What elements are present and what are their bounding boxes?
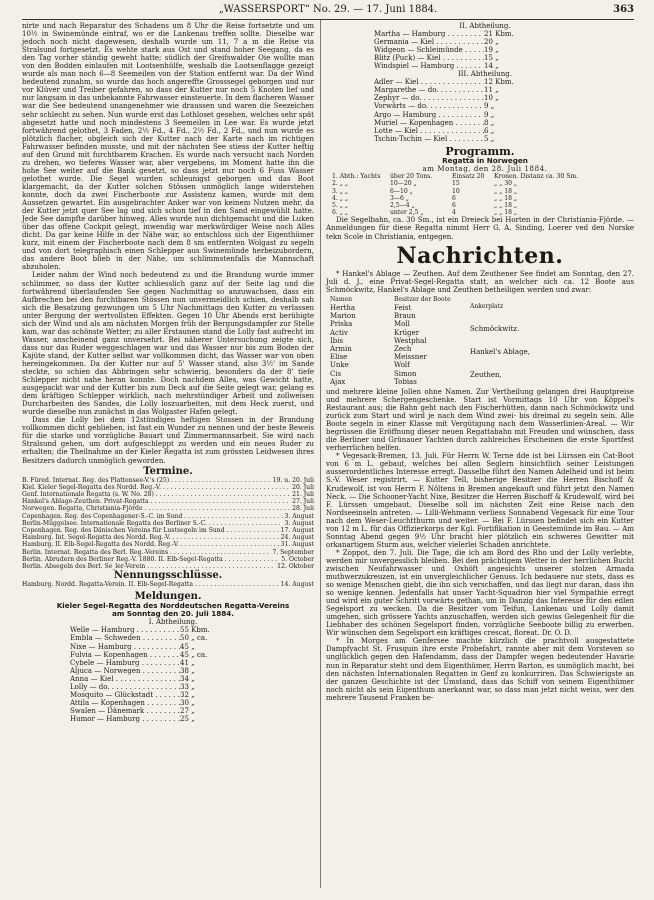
entry-row [70, 651, 240, 659]
entry-size: 21 Kbm. [484, 30, 514, 39]
programm-row [332, 188, 632, 195]
termine-row [22, 556, 314, 563]
entry-size: 32 „ [180, 690, 195, 699]
entry-name: Swalen — Dänemark . . . [70, 707, 180, 715]
entry-size: 27 „ [180, 706, 195, 715]
anchorage: Zeuthen, [470, 370, 502, 379]
running-header-title: „WASSERSPORT“ No. 29. — 17. Juni 1884. [218, 4, 438, 15]
programm-tons: unter 2,5 „ [390, 209, 424, 217]
termine-label: Copenhagen. Reg. des Dänischen Vereins für Lustsegeln im Sund . . . [22, 527, 279, 534]
entry-name: Humor — Hamburg . . . [70, 715, 180, 723]
programm-table [332, 173, 632, 216]
boats-col-header: Ankerplatz [470, 302, 504, 310]
entry-row [70, 707, 240, 715]
programm-distance: Kronen. Distanz ca. 30 Sm. [494, 173, 579, 181]
abt3-heading: III. Abtheilung. [458, 70, 512, 79]
running-header [22, 4, 634, 18]
meldungen-division: I. Abtheilung. [148, 618, 198, 627]
entry-size: 10 „ [484, 94, 499, 103]
entry-row [374, 86, 544, 94]
boat-owner: Tobias [394, 377, 417, 386]
termine-row [22, 520, 314, 527]
programm-fee: 4 [452, 209, 456, 217]
programm-tons: 10—20 „ [390, 180, 417, 188]
news-item-hankels-ablage-cont: und mehrere kleine Jollen ohne Namen. Zur Vertheilung gelangen drei Hauptpreise und mehrere Schergengeschenke. Start ist Vormittags 10 Uhr von Köppel's Restaurant aus; die Bahn geht nach den Fischerhütten, dann nach Schmöckwitz und zurück zum Start und wird je nach dem Wind zwei- bis dreimal zu segeln sein. Alle Boote segeln in einer Klasse mit Vergütigung nach dem Wasserlinien-Areal. — Wir begrüssen die Eröffnung dieser neuen Regattabahn mit Freuden und wünschen, dass die Berliner und Grünauer Yachten durch zahlreiches Erscheinen die erste Sportfest verherrlichen helfen. [326, 387, 634, 453]
termine-date: 19. u. 20. Juli [272, 476, 314, 484]
termine-row [22, 563, 314, 570]
termine-label: Berlin. Internat. Regatta des Berl. Reg.-Vereins . . . [22, 549, 270, 556]
termine-date: 28. Juli [292, 505, 314, 513]
programm-fee: 6 [452, 202, 456, 210]
boat-name: Marion [330, 312, 356, 321]
entry-row [374, 102, 544, 110]
termine-date: 31. August [280, 541, 314, 549]
article-paragraph: Leider nahm der Wind noch bedeutend zu und die Brandung wurde immer schlimmer, so dass der Kutter schliesslich ganz auf der Seite lag und die fortwährend überlaufenden See gegen Nachmittag so anzuwachsen, dass ein Aufbrechen bei den furchtbaren Stössen nun unvermeidlich schien, deshalb sah sich die Besatzung gezwungen um 5 Uhr Nachmittags den Kutter zu verlassen unter Bergung der wertvollsten Effekten. Gegen 10 Uhr Abends erst berühigte sich der Wind und als am nächsten Morgen früh der Bergungsdampfer zur Stelle kam, war das schönste Wetter; zu aller Erstaunen stand die Lolly fast aufrecht im Wasser, anscheinend ganz unversehrt. Bei näherer Untersuchung zeigte sich, dass nur das Ruder weggeschlagen war und das Wasser nur bis zum Boden der Kajüte stand, der Kutter selbst war vollkommen dicht, das Wasser war von oben hereingekommen. Da der Kutter nur auf 5' Wasser stand, also 3½' im Sande steckte, so schien das Abbringen sehr schwierig, besonders da der 8' tiefe Schlepper nicht nahe heran konnte. Doch nachdem Alles, was Gewicht hatte, ausgepackt war und der Kutter bis zum Deck auf die Seite gelegt war, gelang es dem kräftigen Schlepper wirklich, nach mehrstündiger Arbeit und zollweisen Durcharbeiten des Sandes, die Lolly loszuarbeiten, mit dem Heck zuerst, und wurde dieselbe nun zunächst in das Wolgaster Hafen gelegt. [22, 271, 314, 417]
entry-size: 14 „ [484, 62, 499, 71]
boat-owner: Krüger [394, 328, 420, 337]
entry-name: Widgeon — Schleimünde . . . [374, 46, 484, 54]
boat-name: Elise [330, 353, 348, 362]
termine-label: Hankel's Ablage-Zeuthen. Privat-Regatta . . . [22, 498, 290, 505]
anchorage-column [466, 296, 634, 386]
entry-size: 5 „ [484, 134, 495, 143]
programm-distance: „ „ 18 „ [494, 202, 518, 210]
boat-owner: Simon [394, 369, 417, 378]
entry-row [374, 94, 544, 102]
entry-name: Attila — Kopenhagen . . . [70, 699, 180, 707]
boat-name: Hertha [330, 303, 356, 312]
entry-size: 45 „ ca. [180, 650, 208, 659]
entry-name: Vorwärts — do. . . . [374, 102, 484, 110]
termine-date: 17. August [280, 527, 314, 535]
entry-name: Blitz (Puck) — Kiel . . . [374, 54, 484, 62]
entry-size: 25 „ [180, 714, 195, 723]
entry-name: Aljuca — Norwegen . . . [70, 667, 180, 675]
entry-size: 11 „ [484, 86, 499, 95]
programm-tons: 6—10 „ [390, 187, 413, 195]
entry-name: Argo — Hamburg . . . [374, 111, 484, 119]
entry-row [374, 46, 544, 54]
programm-class: 4. „ „ [332, 194, 349, 202]
nachrichten-heading: Nachrichten. [396, 242, 564, 269]
boat-name: Cis [330, 369, 342, 378]
programm-tons: 3—6 „ [390, 194, 409, 202]
termine-row [22, 534, 314, 541]
entry-name: Windspiel — Hamburg . . . [374, 62, 484, 70]
boat-owner: Feist [394, 303, 412, 312]
entry-size: 30 „ [180, 698, 195, 707]
entry-name: Cybele — Hamburg . . . [70, 659, 180, 667]
news-item-morges: * In Morges am Genfersee machte kürzlich die prachtvoll ausgestattete Dampfyacht St. Frusquin ihre erste Probefahrt, rannte aber mit dem Vorsteven so unglücklich gegen den Hafendamm, dass der Dampfer wegen bedeutender Havarie nun in Reparatur steht und dem Eigenthümer, Herrn Barton, es unmöglich macht, bei den nächsten Internationalen Regatten in Genf zu konkurriren. Das Schwierigste an der ganzen Geschichte ist der Umstand, dass das Schiff von seinem Eigenthümer noch nicht als sein Eigenthum anerkannt war, so dass man jetzt nicht weiss, wer den mehrere Tausend Franken be- [326, 637, 634, 702]
entry-name: Embla — Schweden . . . [70, 634, 180, 642]
termine-label: Berlin. Abrudern des Berliner Reg.-V. 1880. II. Elb-Segel-Regatta . . . [22, 556, 279, 563]
entry-row [70, 659, 240, 667]
boat-owner: Westphal [394, 336, 427, 345]
termine-label: Norwegen. Regatta, Christiania-Fjörde . . . [22, 505, 290, 512]
entry-name: Nixe — Hamburg . . . [70, 643, 180, 651]
entry-size: 20 „ [484, 38, 499, 47]
entry-name: Tschin-Tschin — Kiel . . . [374, 135, 484, 143]
entry-row [374, 127, 544, 135]
termine-date: 27. Juli [292, 498, 314, 506]
news-item-hankels-ablage: * Hankel's Ablage — Zeuthen. Auf dem Zeuthener See findet am Sonntag, den 27. Juli d. J., eine Privat-Segel-Regatta statt, an welcher sich ca. 12 Boote aus Schmöckwitz, Hankel's Ablage und Zeuthen betheiligen werden und zwar: [326, 269, 634, 294]
termine-list [22, 477, 314, 571]
boat-owners-column [394, 296, 466, 386]
programm-tons: über 20 Tons. [390, 173, 433, 181]
programm-class: 3. „ „ [332, 187, 349, 195]
termine-date: 3. August [284, 512, 314, 520]
programm-class: 5. „ „ [332, 202, 349, 210]
programm-row [332, 180, 632, 187]
programm-fee: 6 [452, 194, 456, 202]
left-column [22, 22, 314, 723]
entry-name: Martha — Hamburg . . . [374, 30, 484, 38]
programm-heading: Programm. [445, 144, 515, 158]
termine-label: B. Füred. Internat. Reg. des Plattensee-V.'s (25) . . . [22, 477, 271, 484]
entry-size: 41 „ [180, 658, 195, 667]
termine-row [22, 484, 314, 491]
nennungsschluesse-list [22, 581, 314, 588]
boats-col-header: Besitzer der Boote [394, 295, 451, 303]
entry-row [70, 699, 240, 707]
entry-name: Margarethe — do. . . . [374, 86, 484, 94]
meldungen-heading: Meldungen. [134, 590, 202, 602]
boats-col-header: Namen [330, 295, 352, 303]
abt3-entries [326, 78, 634, 142]
programm-class: 1. Abth.: Yachts [332, 173, 381, 181]
termine-row [22, 477, 314, 484]
termine-date: 20. Juli [292, 483, 314, 491]
boat-owner: Zech [394, 344, 412, 353]
article-paragraph: Dass die Lolly bei dem 12stündigen heftigen Stossen in der Brandung vollkommen dicht geblieben, ist fast ein Wunder zu nennen und der beste Beweis für die starke und vorzügliche Bauart und Zimmermannsarbeit. Sie wird nach Stralsund gehen, um dort aufgeschleppt zu werden und ein neues Ruder zu erhalten; die Theilnahme an der Kieler Regatta ist zum grössten Leidwesen ihres Besitzers dadurch unmöglich geworden. [22, 416, 314, 465]
column-divider [320, 20, 321, 888]
entry-name: Zephyr — do. . . . [374, 94, 484, 102]
programm-distance: „ „ 30 „ [494, 180, 518, 188]
entry-size: 55 Kbm. [180, 626, 210, 635]
anchorage: Hankel's Ablage, [470, 347, 530, 356]
termine-label: Berlin-Müggelsee. Internationale Regatta des Berliner S.-C. . . . [22, 520, 283, 527]
termine-date: 24. August [280, 534, 314, 542]
termine-date: 3. August [284, 519, 314, 527]
entry-row [70, 691, 240, 699]
entry-row [374, 30, 544, 38]
entry-size: 8 „ [484, 118, 495, 127]
termine-heading: Termine. [143, 465, 193, 477]
termine-row [22, 491, 314, 498]
boat-name: Priska [330, 320, 353, 329]
entry-row [70, 715, 240, 723]
entry-size: 45 „ [180, 642, 195, 651]
article-paragraph: nirte und nach Reparatur des Schadens um 8 Uhr die Reise fortsetzte und um 10½ in Swinemünde eintraf, wo er die Lankenau treffen sollte. Dieselbe war jedoch noch nicht dagewesen, deshalb wurde um 11, 7 a m die Reise via Stralsund fortgesetzt. Es wehte stark aus Ost und stand hoher Seegang, da es den Tag vorher ständig geweht hatte; südlich der Greifswalder Oie wollte man von den Bodden einlaufen mit Lootsenhülfe, weshalb die Lootsenflagge gezeigt wurde als man noch 6—8 Seemeilen von der Station entfernt war. Da der Wind bedeutend zunahm, so wurde das hoch angereffte Grosssegel geborgen und nur vor Klüver und Treiber gefahren, so dass der Kutter nur noch 5 Knoten lief und nur langsam in das unbekannte Fahrwasser einsteuerte. In dem flacheren Wasser war die See bedeutend unangenehmer wie draussen und waren die Seezeichen sehr schlecht zu sehen. Nun wurde erst das Lothloset gesehen, welches sehr spät abgesetzt hatte und noch mindestens 3 Seemeilen in Lee war. Es wurde jetzt fortwährend gelothet, 3 Faden, 2½ Fd., 4 Fd., 2½ Fd., 2 Fd., und nun wurde es plötzlich flacher, obgleich sich der Kutter nach der Karte nach im richtigen Fahrwasser befinden musste, und mit der nächsten See stiess der Kutter heftig auf den Grund mit furchtbarem Krachen. Es wurde nach versucht nach Norden zu drehen, wo tieferes Wasser war, aber vergebens, im Moment hatte ihn die hohe See weiter auf die Bank gesetzt, so dass jetzt nur noch 6 Fuss Wasser gelothet wurde. Die Segel wurden schleunigst geborgen und das Boot klargemacht, da der Kutter solchen Stössen unmöglich lange widerstehen konnte, doch da zwei Fischerboote zur Assistenz kamen, wurde mit dem Aussetzen gewartet. Ein ausgebrachter Anker war von keinem Nutzen mehr, da der Kutter jetzt quer See lag und sich schon tief in den Sand eingewühlt hatte. Jede See dampfte darüber hinweg. Alles wurde nun dichtgemacht und die Luken über das offene Cockpit gelegt, inwendig war merkwürdiger Weise noch Alles dicht. Da gar keine Hilfe in der Nähe war, so entschloss sich der Eigenthümer kurz, mit einem der Fischerboote nach dem 8 sm entfernten Wolgast zu segeln und von dort telegraphisch einen Schlepper aus Swinemünde herbeizubordern, das andere Boot blieb in der Nähe, um schlimmstenfalls die Mannschaft abzuholen. [22, 22, 314, 272]
entry-row [374, 54, 544, 62]
nennungsschluss-row [22, 581, 314, 588]
entry-name: Germania — Kiel . . . [374, 38, 484, 46]
programm-fee: Einsatz 20 [452, 173, 485, 181]
entry-size: 6 „ [484, 126, 495, 135]
entry-row [374, 119, 544, 127]
news-item-vegesack: * Vegesack-Bremen, 13. Juli. Für Herrn W. Terne dde ist bei Lürssen ein Cat-Boot von 6 m L. gebaut, welches bei allen Seglern hinsichtlich seiner Leistungen ausserordentliches Interesse erregt. Dasselbe führt den Namen Adelheid und ist beim S.-V. Weser registrirt. — Kutter Tell, bisherige Besitzer die Herren Bischoff & Krudewolf, ist von Herrn F. Nöltens in Bremen angekauft und führt jetzt den Namen Neck. — Die Schooner-Yacht Nixe, Besitzer die Herren Bischoff & Krudewolf, wird bei F. Lürssen umgebaut. Dieselbe soll im nächsten Zeit eine Reise nach den Nordseeinseln antreten. — Lilli-Wehmann verliess Sonnabend Vegesack für eine Tour nach dem Weser-Leuchtthurm und weiter. — Bei F. Lürssen befindet sich ein Kutter von 12 m L. für das Offizierkorps der Kgl. Fortifikation in Geestemünde im Bau. — Am Sonntag Abend gegen 9½ Uhr bracht hier plötzlich ein schweres Gewitter mit orkanartigem Sturm aus, welcher vielerlei Schaden anrichtete. [326, 452, 634, 549]
programm-date: am Montag, den 28. Juli 1884. [422, 165, 548, 174]
abt2-heading: II. Abtheilung. [459, 22, 511, 30]
programm-note: Die Segelbahn, ca. 30 Sm., ist ein Dreieck bei Horten in der Christiania-Fjörde. — Anmeldungen für diese Regatta nimmt Herr G. A. Sinding, Loerer ved den Norske tekn Scole in Christiania, entgegen. [326, 216, 634, 241]
meldungen-date: am Sonntag den 20. Juli 1884. [112, 608, 234, 618]
entry-row [70, 634, 240, 642]
boat-name: Armin [330, 344, 352, 353]
boat-owner: Braun [394, 312, 416, 321]
entry-row [70, 626, 240, 634]
meldungen-subtitle: Kieler Segel-Regatta des Norddeutschen Regatta-Vereins [56, 600, 290, 610]
entry-row [374, 78, 544, 86]
entry-name: Welle — Hamburg . . . [70, 626, 180, 634]
programm-fee: 15 [452, 180, 460, 188]
termine-row [22, 505, 314, 512]
boats-table [326, 296, 634, 386]
entry-row [70, 675, 240, 683]
nennungsschluss-date: 14. August [280, 581, 314, 589]
abt2-entries [326, 30, 634, 70]
entry-size: 15 „ [484, 54, 499, 63]
header-rule [22, 19, 634, 20]
termine-date: 21. Juli [292, 491, 314, 499]
programm-distance: „ „ 18 „ [494, 209, 518, 217]
boat-name: Ibis [330, 336, 344, 345]
entry-size: 12 Kbm. [484, 78, 514, 87]
entry-size: 9 „ [484, 110, 495, 119]
termine-row [22, 527, 314, 534]
entry-size: 34 „ [180, 674, 195, 683]
boat-names-column [326, 296, 394, 386]
termine-date: 7. September [272, 548, 314, 556]
entry-row [70, 683, 240, 691]
entry-row [374, 135, 544, 143]
entry-size: 50 „ ca. [180, 634, 208, 643]
termine-date: 5. October [281, 555, 314, 563]
entry-name: Anna — Kiel . . . [70, 675, 180, 683]
entry-row [70, 667, 240, 675]
news-item-zoppot: * Zoppot, den 7. Juli. Die Tage, die ich am Bord des Rho und der Lolly verlebte, werden mir unvergesslich bleiben. Bei den prächtigem Wetter in der herrlichen Bucht zwischen Neufahrwasser und Oxhöft angesichts unserer stolzen Armada muthwerzukreuzen, ist ein unvergleichlicher Genuss. Ich bedauere nur stets, dass es so wenige Menschen giebt, die ihn sich verschaffen, und das liegt nur daran, dass ihn so wenige kennen. Jedenfalls hat unser Yacht-Squadron hier viel Sympathie erregt und wird ein guter Schritt vorwärts gethan, um in Danzig das Interesse für den edlen Segelsport zu wecken. Da die Besitzer vom Teifun, Lankenau und Lolly damit umgehen, sich grössere Yachts anzuschaffen, werden sich gewiss Gelegenheit für die Liebhaber des schönen Segelsport finden, vorzügliche Seeboote billig zu erwerben. Wir wünschen dem Segelsport ein kräftiges crescat, floreat. Dr. O. D. [326, 548, 634, 638]
programm-row [332, 202, 632, 209]
programm-class: 6. „ „ [332, 209, 349, 217]
boat-owner: Moll [394, 320, 410, 329]
page-number: 363 [613, 4, 634, 15]
termine-label: Copenhagen. Reg. des Copenhagener-S.-C. im Sund . . . [22, 513, 283, 520]
programm-fee: 10 [452, 187, 460, 195]
termine-row [22, 541, 314, 548]
meldungen-entries [22, 626, 314, 723]
termine-row [22, 498, 314, 505]
boat-name: Activ [330, 328, 348, 337]
entry-name: Fulvia — Kopenhagen . . . [70, 651, 180, 659]
entry-size: 33 „ [180, 682, 195, 691]
entry-row [374, 62, 544, 70]
entry-name: Adler — Kiel . . . [374, 78, 484, 86]
entry-size: 19 „ [484, 46, 499, 55]
boat-name: Ajax [330, 377, 346, 386]
termine-row [22, 513, 314, 520]
entry-row [70, 643, 240, 651]
termine-row [22, 549, 314, 556]
programm-row [332, 173, 632, 180]
right-column [326, 22, 634, 702]
termine-label: Kiel. Kieler Segel-Regatta des Nordd. Reg.-V. . . . [22, 484, 290, 491]
entry-row [374, 111, 544, 119]
entry-name: Muriel — Kopenhagen . . . [374, 119, 484, 127]
programm-distance: „ „ 18 „ [494, 187, 518, 195]
termine-label: Hamburg. II. Elb-Segel-Regatta des Nordd. Reg.-V. . . . [22, 541, 279, 548]
nennungsschluss-label: Hamburg. Nordd. Regatta-Verein. II. Elb-Segel-Regatta . . . [22, 581, 279, 588]
boat-owner: Wolf [394, 361, 410, 370]
nennungsschluesse-heading: Nennungsschlüsse. [113, 570, 223, 582]
entry-name: Mosquito — Glückstadt . . . [70, 691, 180, 699]
programm-tons: 2,5—4 „ [390, 202, 415, 210]
entry-name: Lolly — do. . . . [70, 683, 180, 691]
programm-class: 2. „ „ [332, 180, 349, 188]
programm-distance: „ „ 18 „ [494, 194, 518, 202]
termine-label: Genf. Internationale Regatta (s. W. No. 28) . . . [22, 491, 290, 498]
entry-name: Lotte — Kiel . . . [374, 127, 484, 135]
entry-row [374, 38, 544, 46]
boat-name: Unke [330, 361, 349, 370]
programm-row [332, 195, 632, 202]
termine-label: Hamburg. Int. Segel-Regatta des Nordd. Reg.-V. . . . [22, 534, 279, 541]
programm-title: Regatta in Norwegen [442, 155, 528, 165]
anchorage: Schmöckwitz. [470, 325, 520, 334]
termine-label: Berlin. Absegeln des Berl. Se_ler-Verein . . . [22, 563, 275, 570]
entry-size: 9 „ [484, 102, 495, 111]
programm-row [332, 209, 632, 216]
entry-size: 38 „ [180, 666, 195, 675]
boat-owner: Meissner [394, 353, 427, 362]
termine-date: 12. Oktober [277, 563, 314, 571]
